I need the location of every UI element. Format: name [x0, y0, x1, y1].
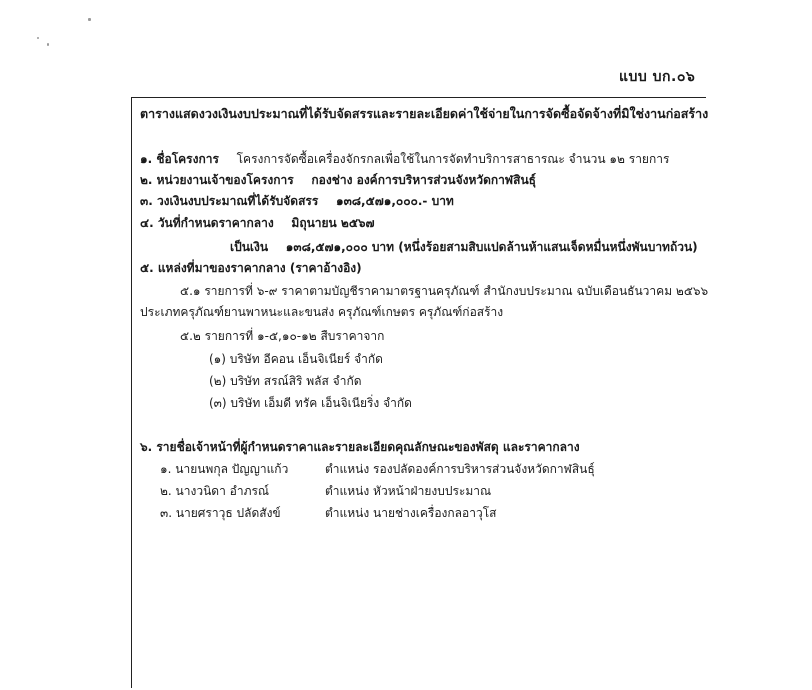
source-5-1-line1: ๕.๑ รายการที่ ๖-๙ ราคาตามบัญชีราคามาตรฐานครุภัณฑ์ สำนักงบประมาณ ฉบับเดือนธันวาคม ๒๕๖๖	[180, 284, 709, 298]
price-date-row	[140, 214, 375, 233]
vendor-item: (๑) บริษัท อีคอน เอ็นจิเนียร์ จำกัด	[209, 352, 383, 366]
sources-heading: ๕. แหล่งที่มาของราคากลาง (ราคาอ้างอิง)	[140, 261, 362, 275]
price-amount-value: ๑๓๘,๕๗๑,๐๐๐ บาท (หนึ่งร้อยสามสิบแปดล้านห้าแสนเจ็ดหมื่นหนึ่งพันบาทถ้วน)	[285, 240, 698, 254]
document-title: ตารางแสดงวงเงินงบประมาณที่ได้รับจัดสรรและรายละเอียดค่าใช้จ่ายในการจัดซื้อจัดจ้างที่มิใช่งานก่อสร้าง	[140, 106, 709, 121]
official-position: ตำแหน่ง หัวหน้าฝ่ายงบประมาณ	[325, 484, 492, 498]
official-name: ๒. นางวนิดา อำภรณ์	[160, 484, 270, 498]
official-name: ๓. นายศราวุธ ปลัดสังข์	[160, 506, 281, 520]
scan-speck	[37, 37, 39, 39]
scan-speck	[47, 43, 49, 46]
budget-row	[140, 192, 454, 211]
project-value: โครงการจัดซื้อเครื่องจักรกลเพื่อใช้ในการจัดทำบริการสาธารณะ จำนวน ๑๒ รายการ	[236, 152, 670, 166]
budget-value: ๑๓๘,๕๗๑,๐๐๐.- บาท	[335, 194, 454, 208]
price-amount-label: เป็นเงิน	[230, 240, 269, 254]
project-label: ๑. ชื่อโครงการ	[140, 152, 219, 166]
budget-label: ๓. วงเงินงบประมาณที่ได้รับจัดสรร	[140, 194, 319, 208]
official-position: ตำแหน่ง นายช่างเครื่องกลอาวุโส	[325, 506, 497, 520]
price-amount-row	[230, 238, 698, 257]
source-5-2: ๕.๒ รายการที่ ๑-๕,๑๐-๑๒ สืบราคาจาก	[180, 329, 385, 343]
officials-heading: ๖. รายชื่อเจ้าหน้าที่ผู้กำหนดราคาและรายละเอียดคุณลักษณะของพัสดุ และราคากลาง	[140, 440, 580, 454]
price-date-value: มิถุนายน ๒๕๖๗	[291, 216, 375, 230]
scan-speck	[88, 18, 91, 21]
official-name: ๑. นายนพกุล ปัญญาแก้ว	[160, 462, 289, 476]
official-position: ตำแหน่ง รองปลัดองค์การบริหารส่วนจังหวัดกาฬสินธุ์	[325, 462, 595, 476]
agency-row	[140, 171, 536, 190]
form-code: แบบ บก.๐๖	[619, 69, 696, 85]
price-date-label: ๔. วันที่กำหนดราคากลาง	[140, 216, 274, 230]
agency-value: กองช่าง องค์การบริหารส่วนจังหวัดกาฬสินธุ์	[311, 173, 536, 187]
vendor-item: (๓) บริษัท เอ็มดี ทรัค เอ็นจิเนียริ่ง จำกัด	[209, 396, 412, 410]
project-row	[140, 150, 669, 169]
vendor-item: (๒) บริษัท สรณ์สิริ พลัส จำกัด	[209, 374, 362, 388]
source-5-1-line2: ประเภทครุภัณฑ์ยานพาหนะและขนส่ง ครุภัณฑ์เกษตร ครุภัณฑ์ก่อสร้าง	[140, 305, 504, 319]
agency-label: ๒. หน่วยงานเจ้าของโครงการ	[140, 173, 294, 187]
